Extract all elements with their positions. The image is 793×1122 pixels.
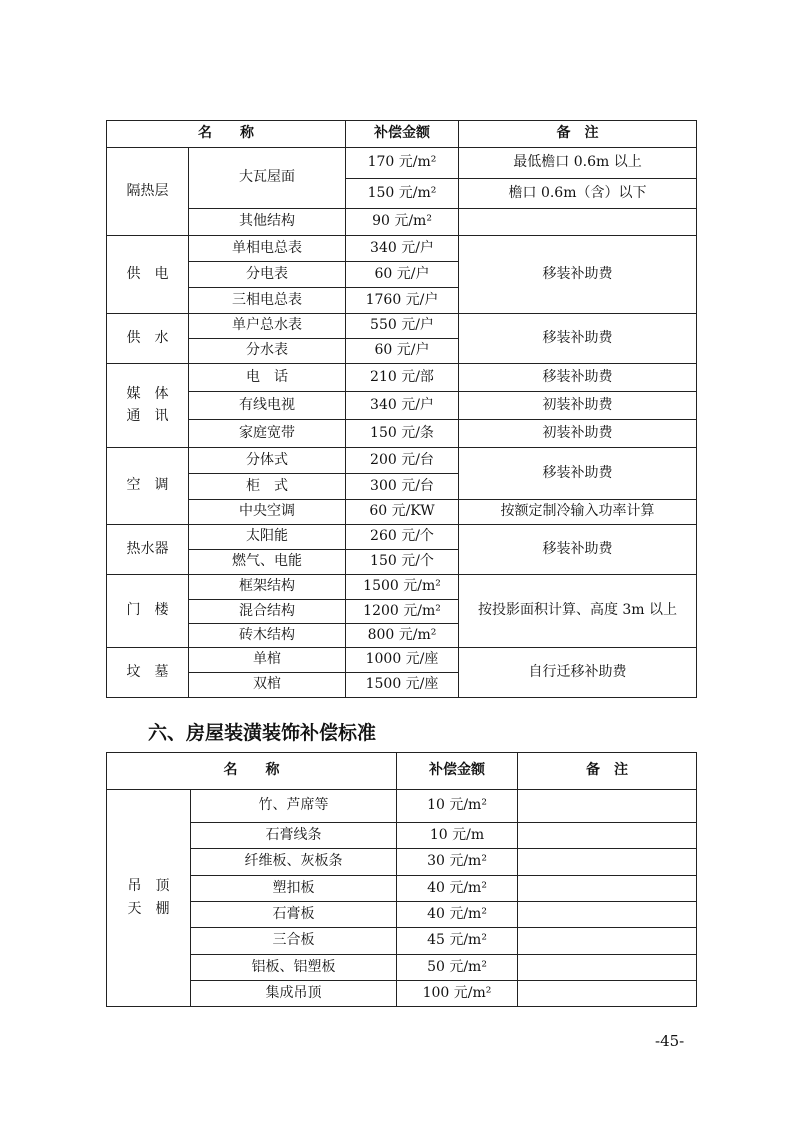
item-cell: 大瓦屋面 — [189, 148, 346, 209]
note-cell: 移装补助费 — [459, 448, 697, 500]
note-cell: 移装补助费 — [459, 364, 697, 392]
note-cell — [518, 790, 697, 823]
note-cell — [518, 928, 697, 955]
item-cell: 分体式 — [189, 448, 346, 474]
note-cell — [518, 981, 697, 1007]
item-cell: 纤维板、灰板条 — [191, 849, 397, 876]
header-name: 名 称 — [107, 121, 346, 148]
amount-cell: 1500 元/m² — [346, 575, 459, 600]
item-cell: 混合结构 — [189, 600, 346, 624]
amount-cell: 45 元/m² — [397, 928, 518, 955]
amount-cell: 60 元/户 — [346, 262, 459, 288]
item-cell: 柜 式 — [189, 474, 346, 500]
header-amount: 补偿金额 — [346, 121, 459, 148]
compensation-table-1 — [106, 120, 697, 698]
category-cell — [107, 790, 191, 1007]
note-cell — [459, 209, 697, 236]
note-cell: 最低檐口 0.6m 以上 — [459, 148, 697, 179]
category-line: 吊 顶 — [127, 877, 170, 894]
item-cell: 塑扣板 — [191, 876, 397, 902]
item-cell: 分水表 — [189, 339, 346, 364]
note-cell: 移装补助费 — [459, 525, 697, 575]
note-cell: 移装补助费 — [459, 236, 697, 314]
amount-cell: 40 元/m² — [397, 902, 518, 928]
compensation-table-2 — [106, 752, 697, 1007]
amount-cell: 1200 元/m² — [346, 600, 459, 624]
item-cell: 单户总水表 — [189, 314, 346, 339]
item-cell: 双棺 — [189, 673, 346, 698]
amount-cell: 30 元/m² — [397, 849, 518, 876]
header-amount: 补偿金额 — [397, 753, 518, 790]
category-cell: 供 水 — [107, 314, 189, 364]
amount-cell: 1000 元/座 — [346, 648, 459, 673]
category-cell: 供 电 — [107, 236, 189, 314]
amount-cell: 10 元/m² — [397, 790, 518, 823]
item-cell: 集成吊顶 — [191, 981, 397, 1007]
item-cell: 竹、芦席等 — [191, 790, 397, 823]
amount-cell: 40 元/m² — [397, 876, 518, 902]
item-cell: 石膏线条 — [191, 823, 397, 849]
amount-cell: 10 元/m — [397, 823, 518, 849]
note-cell: 檐口 0.6m（含）以下 — [459, 179, 697, 209]
amount-cell: 1500 元/座 — [346, 673, 459, 698]
category-cell: 热水器 — [107, 525, 189, 575]
note-cell: 按额定制冷输入功率计算 — [459, 500, 697, 525]
note-cell: 移装补助费 — [459, 314, 697, 364]
amount-cell: 200 元/台 — [346, 448, 459, 474]
note-cell — [518, 955, 697, 981]
header-name: 名 称 — [107, 753, 397, 790]
note-cell — [518, 823, 697, 849]
item-cell: 其他结构 — [189, 209, 346, 236]
item-cell: 框架结构 — [189, 575, 346, 600]
item-cell: 三合板 — [191, 928, 397, 955]
item-cell: 中央空调 — [189, 500, 346, 525]
item-cell: 有线电视 — [189, 392, 346, 420]
amount-cell: 170 元/m² — [346, 148, 459, 179]
item-cell: 单相电总表 — [189, 236, 346, 262]
note-cell: 初装补助费 — [459, 392, 697, 420]
category-line: 媒 体 — [126, 386, 169, 403]
item-cell: 电 话 — [189, 364, 346, 392]
item-cell: 分电表 — [189, 262, 346, 288]
amount-cell: 150 元/条 — [346, 420, 459, 448]
item-cell: 三相电总表 — [189, 288, 346, 314]
amount-cell: 260 元/个 — [346, 525, 459, 550]
category-cell: 空 调 — [107, 448, 189, 525]
item-cell: 燃气、电能 — [189, 550, 346, 575]
category-cell: 坟 墓 — [107, 648, 189, 698]
note-cell — [518, 849, 697, 876]
section-heading: 六、房屋装潢装饰补偿标准 — [148, 722, 377, 744]
amount-cell: 340 元/户 — [346, 236, 459, 262]
item-cell: 砖木结构 — [189, 624, 346, 648]
amount-cell: 60 元/KW — [346, 500, 459, 525]
category-cell: 隔热层 — [107, 148, 189, 236]
header-note: 备 注 — [459, 121, 697, 148]
category-line: 天 棚 — [127, 901, 170, 917]
header-note: 备 注 — [518, 753, 697, 790]
amount-cell: 150 元/个 — [346, 550, 459, 575]
note-cell: 初装补助费 — [459, 420, 697, 448]
amount-cell: 90 元/m² — [346, 209, 459, 236]
amount-cell: 800 元/m² — [346, 624, 459, 648]
note-cell — [518, 876, 697, 902]
amount-cell: 150 元/m² — [346, 179, 459, 209]
item-cell: 家庭宽带 — [189, 420, 346, 448]
amount-cell: 60 元/户 — [346, 339, 459, 364]
item-cell: 太阳能 — [189, 525, 346, 550]
note-cell — [518, 902, 697, 928]
item-cell: 铝板、铝塑板 — [191, 955, 397, 981]
category-cell: 门 楼 — [107, 575, 189, 648]
item-cell: 石膏板 — [191, 902, 397, 928]
amount-cell: 1760 元/户 — [346, 288, 459, 314]
note-cell: 自行迁移补助费 — [459, 648, 697, 698]
note-cell: 按投影面积计算、高度 3m 以上 — [459, 575, 697, 648]
amount-cell: 340 元/户 — [346, 392, 459, 420]
category-line: 通 讯 — [126, 407, 169, 424]
amount-cell: 50 元/m² — [397, 955, 518, 981]
item-cell: 单棺 — [189, 648, 346, 673]
amount-cell: 210 元/部 — [346, 364, 459, 392]
amount-cell: 100 元/m² — [397, 981, 518, 1007]
category-cell — [107, 364, 189, 448]
amount-cell: 300 元/台 — [346, 474, 459, 500]
amount-cell: 550 元/户 — [346, 314, 459, 339]
page-number: -45- — [655, 1032, 685, 1050]
